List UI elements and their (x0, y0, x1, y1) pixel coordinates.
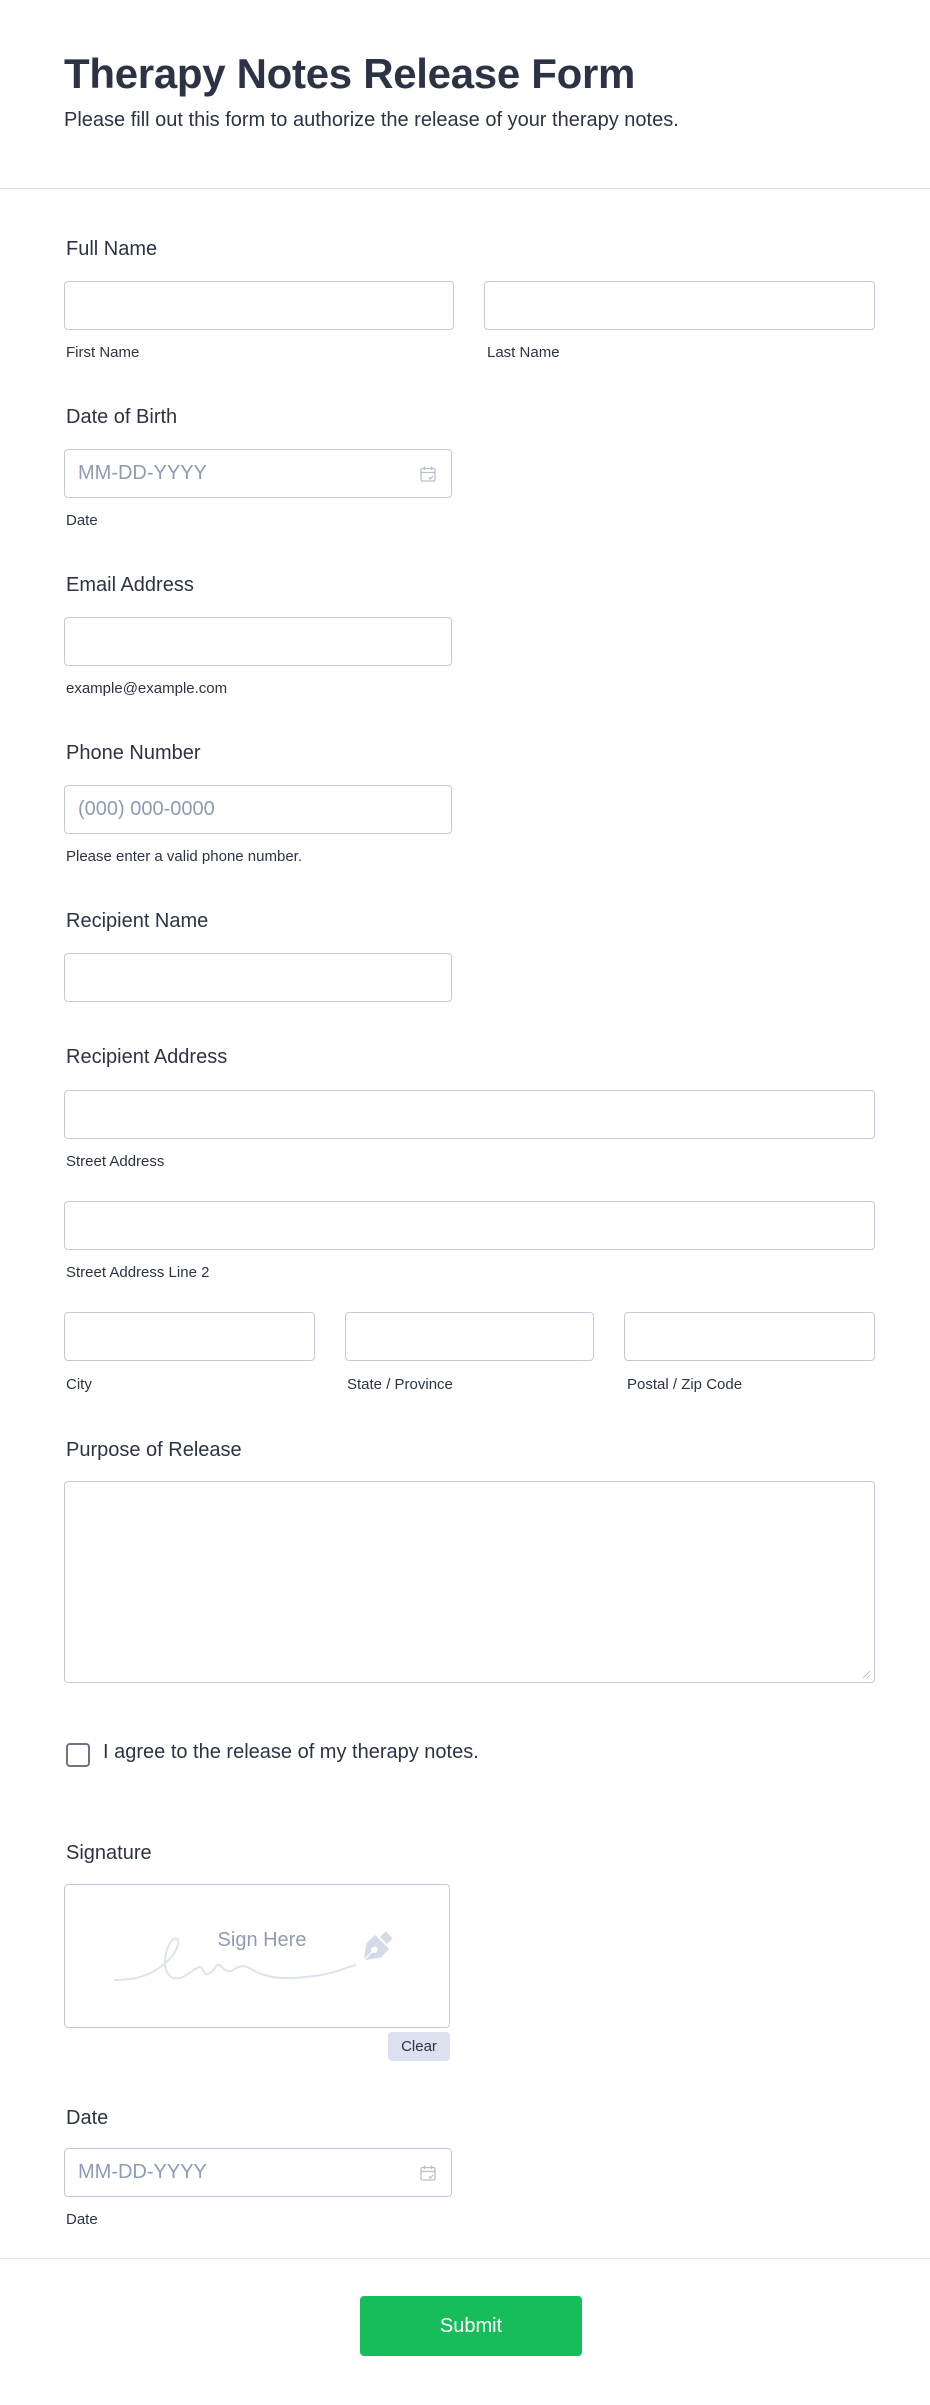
full-name-label: Full Name (66, 238, 158, 260)
purpose-label: Purpose of Release (66, 1439, 242, 1461)
clear-signature-button[interactable]: Clear (388, 2032, 450, 2061)
agree-checkbox[interactable] (66, 1743, 90, 1767)
dob-placeholder: MM-DD-YYYY (78, 462, 207, 484)
date-label: Date (66, 2107, 109, 2129)
page-title: Therapy Notes Release Form (64, 50, 636, 97)
signature-pad[interactable] (64, 1884, 450, 2028)
phone-input[interactable] (64, 785, 452, 834)
email-input[interactable] (64, 617, 452, 666)
date-sublabel: Date (66, 2211, 98, 2228)
postal-zip-input[interactable] (624, 1312, 875, 1361)
pen-nib-icon (353, 1927, 397, 1971)
recipient-name-label: Recipient Name (66, 910, 209, 932)
last-name-input[interactable] (484, 281, 875, 330)
phone-placeholder: (000) 000-0000 (78, 798, 215, 820)
signature-label: Signature (66, 1842, 152, 1864)
dob-input[interactable] (64, 449, 452, 498)
phone-label: Phone Number (66, 742, 201, 764)
recipient-address-label: Recipient Address (66, 1046, 228, 1068)
street-address-line2-input[interactable] (64, 1201, 875, 1250)
postal-zip-sublabel: Postal / Zip Code (627, 1376, 743, 1393)
resize-grip-icon[interactable] (861, 1669, 871, 1679)
street-address-sublabel: Street Address (66, 1153, 165, 1170)
page-subtitle: Please fill out this form to authorize the release of your therapy notes. (64, 109, 679, 131)
dob-sublabel: Date (66, 512, 98, 529)
city-sublabel: City (66, 1376, 92, 1393)
date-placeholder: MM-DD-YYYY (78, 2161, 207, 2183)
header-divider (0, 188, 930, 189)
state-province-input[interactable] (345, 1312, 594, 1361)
street-address-line2-sublabel: Street Address Line 2 (66, 1264, 210, 1281)
calendar-icon[interactable] (419, 2164, 437, 2182)
email-label: Email Address (66, 574, 194, 596)
calendar-icon[interactable] (419, 465, 437, 483)
phone-sublabel: Please enter a valid phone number. (66, 848, 302, 865)
dob-label: Date of Birth (66, 406, 178, 428)
purpose-textarea[interactable] (64, 1481, 875, 1683)
city-input[interactable] (64, 1312, 315, 1361)
footer-divider (0, 2258, 930, 2259)
first-name-input[interactable] (64, 281, 454, 330)
street-address-input[interactable] (64, 1090, 875, 1139)
first-name-sublabel: First Name (66, 344, 140, 361)
email-sublabel: example@example.com (66, 680, 228, 697)
state-province-sublabel: State / Province (347, 1376, 453, 1393)
date-input[interactable] (64, 2148, 452, 2197)
submit-button[interactable]: Submit (360, 2296, 582, 2356)
agree-label[interactable]: I agree to the release of my therapy notes. (103, 1741, 479, 1763)
sign-here-placeholder: Sign Here (217, 1929, 307, 1951)
last-name-sublabel: Last Name (487, 344, 560, 361)
recipient-name-input[interactable] (64, 953, 452, 1002)
